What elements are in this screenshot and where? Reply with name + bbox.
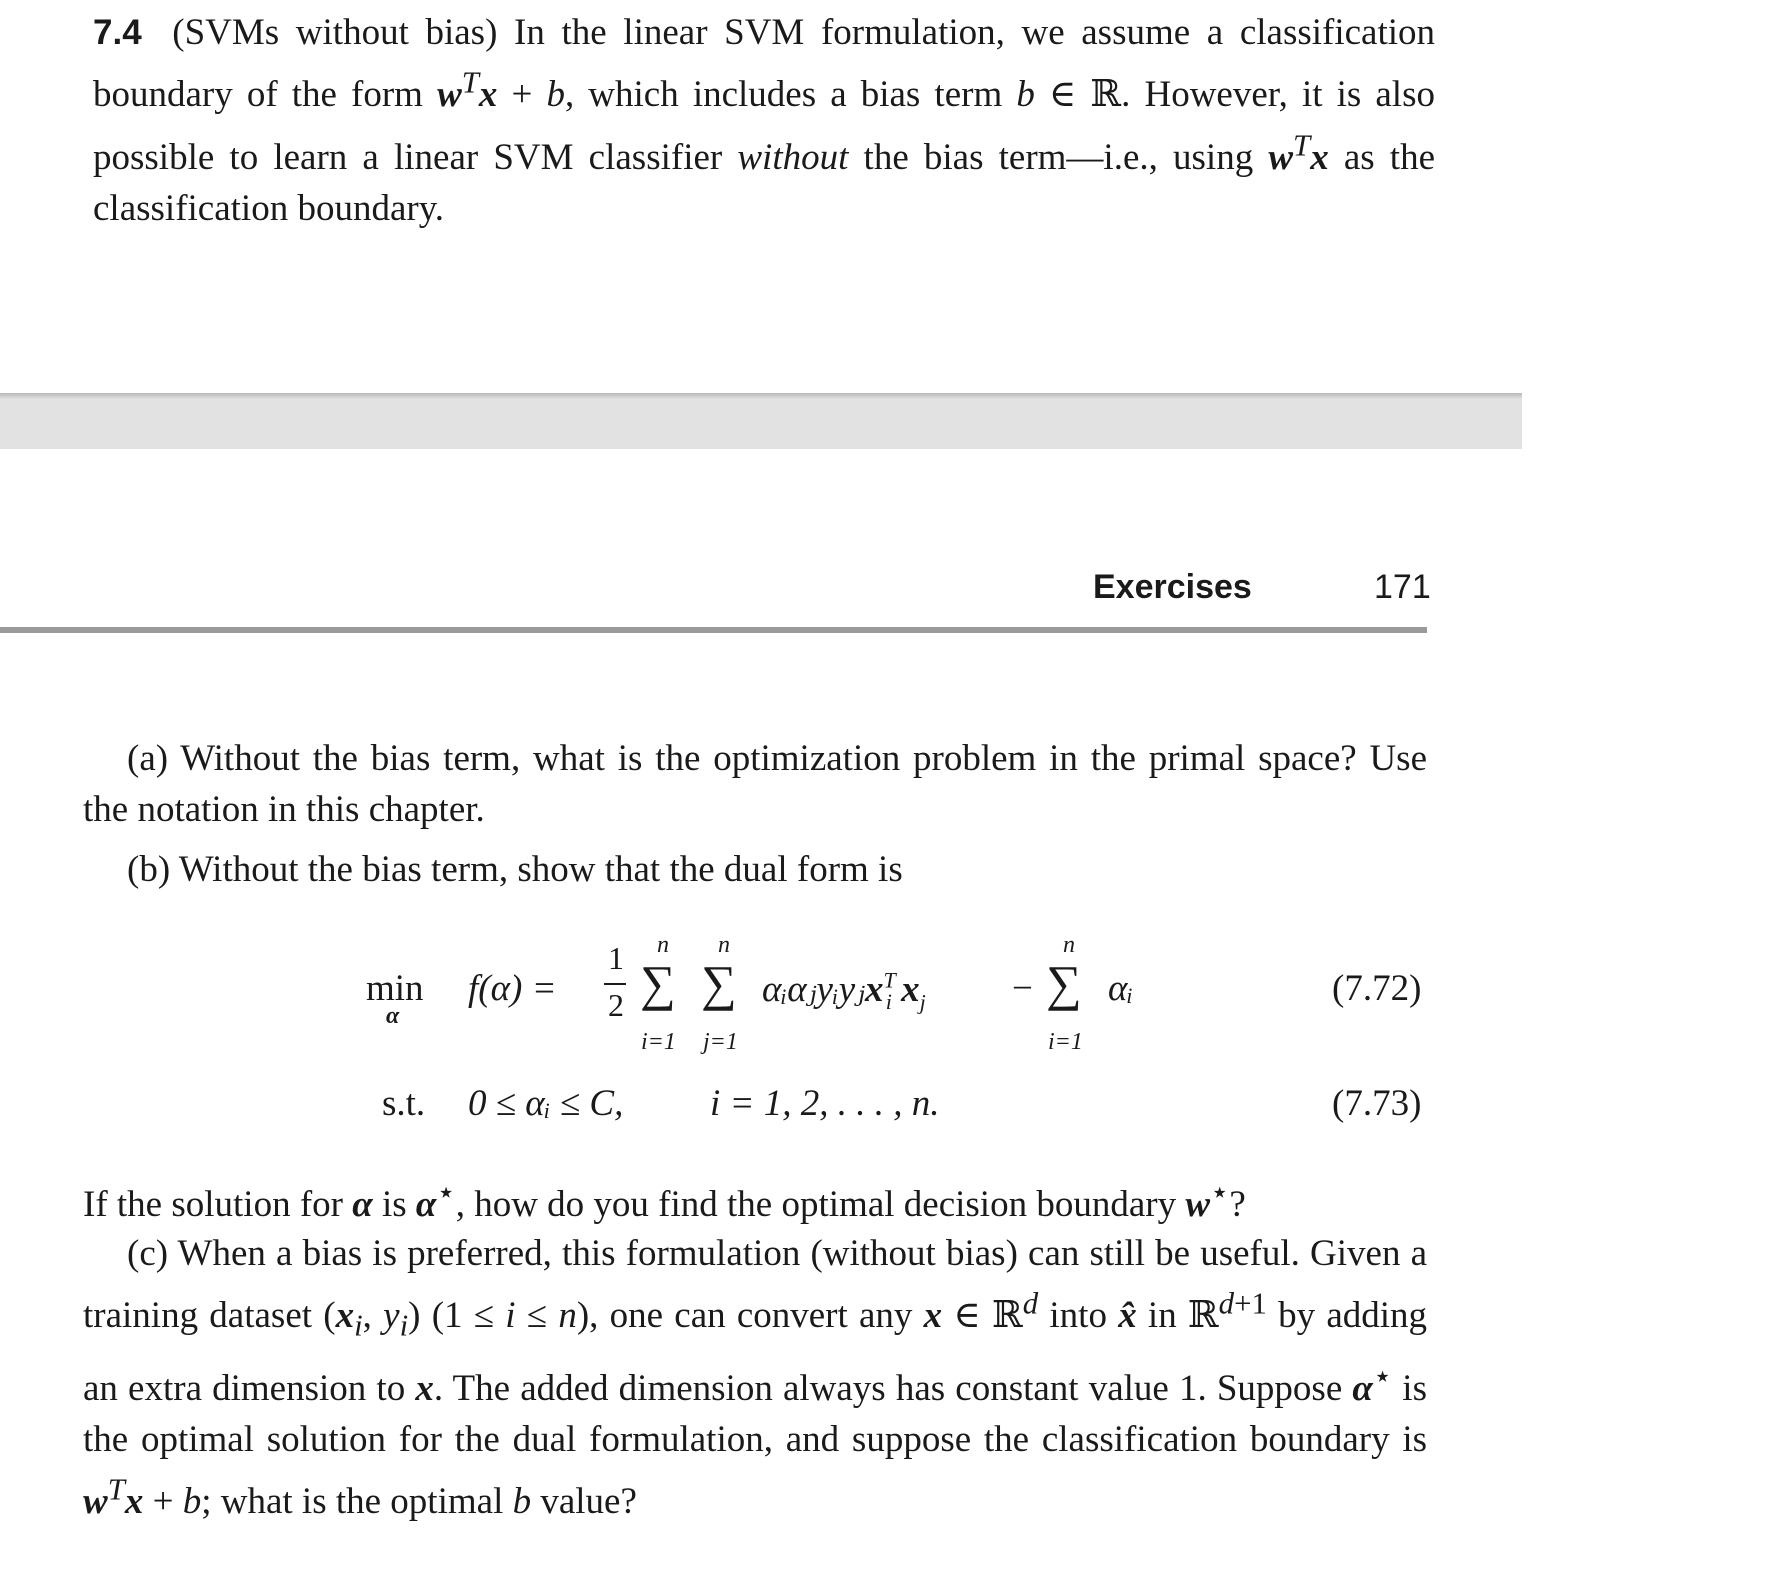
subject-to-label: s.t. [382, 1083, 426, 1124]
constraint-text: 0 ≤ αᵢ ≤ C, [468, 1083, 624, 1124]
header-rule [0, 627, 1427, 633]
sum-sign-j: ∑ [701, 955, 737, 1011]
sum-sign-k: ∑ [1046, 955, 1082, 1011]
upper-limit-k: n [1063, 932, 1075, 958]
page-break-shade [0, 393, 1522, 399]
exercise-intro [93, 7, 1435, 234]
constraint [468, 1082, 623, 1125]
index-range-text: i = 1, 2, . . . , n. [710, 1083, 940, 1124]
part-a [83, 733, 1427, 835]
sum-sign-i: ∑ [640, 955, 676, 1011]
minus-sign: − [1012, 968, 1033, 1009]
index-range [710, 1082, 940, 1125]
lower-limit-i: i=1 [641, 1029, 676, 1055]
equation-number-7-73: (7.73) [1332, 1083, 1422, 1124]
page-break-band [0, 393, 1522, 449]
part-b-question [83, 1168, 1427, 1230]
exercise-number: 7.4 [93, 13, 142, 52]
part-b-intro-text: (b) Without the bias term, show that the dual form is [127, 849, 903, 890]
exercise-title: (SVMs without bias) [172, 12, 498, 53]
summand: αᵢαⱼyᵢyⱼx$^T_i$ $x_j$ [762, 967, 926, 1015]
objective-lhs-text: f(α) = [468, 968, 557, 1009]
min-operator: min [366, 968, 424, 1009]
part-c [83, 1228, 1427, 1527]
exercise-intro-text: In the linear SVM formulation, we assume a classification boundary of the form $w^Tx + b$, which includes a bias term b ∈ ℝ. However, it is also possible to learn a linear SVM classifier without the bias term—i.e., using $w^Tx$ as the classification boundary. [93, 12, 1436, 229]
last-term [1108, 967, 1133, 1010]
page-number: 171 [1374, 568, 1431, 606]
objective-lhs [468, 967, 557, 1010]
part-b-intro [127, 844, 1427, 895]
part-a-text: (a) Without the bias term, what is the optimization problem in the primal space? Use the notation in this chapter. [83, 738, 1427, 830]
lower-limit-j: j=1 [703, 1029, 738, 1055]
fraction-numerator: 1 [608, 940, 624, 976]
summand-text: αᵢαⱼyᵢyⱼ [762, 969, 865, 1010]
running-head-section: Exercises [1093, 568, 1252, 606]
equation-number-7-72: (7.72) [1332, 968, 1422, 1009]
part-b-question-text: If the solution for α is α⋆, how do you find the optimal decision boundary w⋆? [83, 1176, 1246, 1226]
lower-limit-k: i=1 [1048, 1029, 1083, 1055]
min-variable: α [386, 1003, 400, 1029]
upper-limit-i: n [657, 932, 669, 958]
fraction-bar [604, 983, 626, 985]
upper-limit-j: n [718, 932, 730, 958]
last-term-text: αᵢ [1108, 968, 1134, 1009]
fraction-denominator: 2 [608, 987, 624, 1023]
part-c-text: (c) When a bias is preferred, this formulation (without bias) can still be useful. Given a training dataset ($x_i$, $y_i$) (1 ≤ i ≤ n), one can convert any x ∈ ℝ$^d$ into x̂ in ℝ$^{d+1}$ by adding an extra dimension to x. The added dimension always has constant value 1. Suppose α⋆ is the optimal solution for the dual formulation, and suppose the classification boundary is $w^Tx + b$; what is the optimal b value? [83, 1233, 1428, 1523]
